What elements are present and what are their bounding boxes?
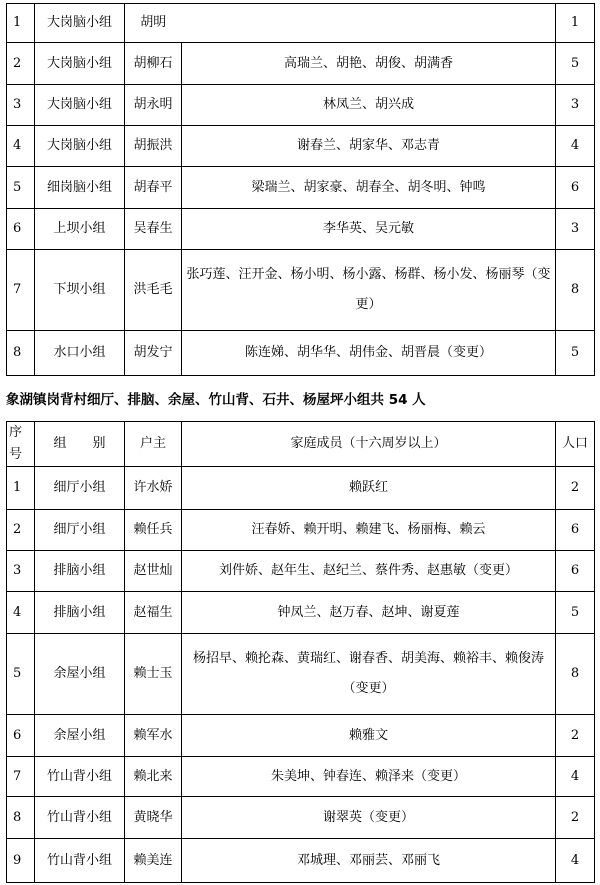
row-number: 3 (7, 85, 35, 126)
group-name: 大岗脑小组 (35, 126, 125, 167)
table-row (7, 551, 595, 592)
member-count: 6 (556, 510, 595, 551)
family-members: 汪春娇、赖开明、赖建飞、杨丽梅、赖云 (182, 510, 556, 551)
row-number: 6 (7, 209, 35, 250)
household-head: 胡振洪 (125, 126, 182, 167)
family-members: 谢翠英（变更） (182, 797, 556, 839)
header-count: 人口 (556, 422, 595, 467)
group-name: 下坝小组 (35, 250, 125, 331)
household-table-gangbei-2 (6, 421, 595, 883)
row-number: 5 (7, 167, 35, 209)
group-name: 上坝小组 (35, 209, 125, 250)
family-members: 邓城理、邓丽芸、邓丽飞 (182, 839, 556, 883)
table-row (7, 510, 595, 551)
member-count: 6 (556, 551, 595, 592)
group-name: 细厅小组 (35, 467, 125, 510)
table-row (7, 715, 595, 757)
family-members: 李华英、吴元敏 (182, 209, 556, 250)
row-number: 2 (7, 510, 35, 551)
row-number: 7 (7, 250, 35, 331)
section-title: 象湖镇岗背村细厅、排脑、余屋、竹山背、石井、杨屋坪小组共 54 人 (6, 392, 426, 408)
household-table-gangbei-1 (6, 3, 595, 376)
group-name: 余屋小组 (35, 715, 125, 757)
row-number: 8 (7, 797, 35, 839)
member-count: 4 (556, 757, 595, 797)
member-count: 2 (556, 797, 595, 839)
household-head: 赵福生 (125, 592, 182, 634)
row-number: 4 (7, 126, 35, 167)
family-members (182, 4, 556, 43)
group-name: 大岗脑小组 (35, 43, 125, 85)
row-number: 7 (7, 757, 35, 797)
household-head: 胡发宁 (125, 331, 182, 376)
household-head: 胡永明 (125, 85, 182, 126)
member-count: 2 (556, 715, 595, 757)
member-count: 4 (556, 839, 595, 883)
household-head: 赖军水 (125, 715, 182, 757)
table-header-row (7, 422, 595, 467)
group-name: 竹山背小组 (35, 757, 125, 797)
member-count: 4 (556, 126, 595, 167)
group-name: 大岗脑小组 (35, 85, 125, 126)
row-number: 5 (7, 634, 35, 715)
household-head: 赖任兵 (125, 510, 182, 551)
member-count: 5 (556, 331, 595, 376)
household-head: 胡柳石 (125, 43, 182, 85)
table-row (7, 43, 595, 85)
member-count: 5 (556, 592, 595, 634)
row-number: 2 (7, 43, 35, 85)
table-row (7, 209, 595, 250)
group-name: 细岗脑小组 (35, 167, 125, 209)
family-members: 钟凤兰、赵万春、赵坤、谢夏莲 (182, 592, 556, 634)
household-head: 赖北来 (125, 757, 182, 797)
household-head: 赖美连 (125, 839, 182, 883)
group-name: 细厅小组 (35, 510, 125, 551)
household-head: 胡明 (125, 4, 182, 43)
family-members: 高瑞兰、胡艳、胡俊、胡满香 (182, 43, 556, 85)
table-row (7, 592, 595, 634)
table-row (7, 467, 595, 510)
household-head: 胡春平 (125, 167, 182, 209)
group-name: 排脑小组 (35, 592, 125, 634)
member-count: 5 (556, 43, 595, 85)
member-count: 2 (556, 467, 595, 510)
table-row (7, 839, 595, 883)
member-count: 1 (556, 4, 595, 43)
table-row (7, 126, 595, 167)
group-name: 大岗脑小组 (35, 4, 125, 43)
table-row (7, 250, 595, 331)
row-number: 1 (7, 467, 35, 510)
family-members: 张巧莲、汪开金、杨小明、杨小露、杨群、杨小发、杨丽琴（变更） (182, 250, 556, 331)
member-count: 6 (556, 167, 595, 209)
row-number: 4 (7, 592, 35, 634)
table-row (7, 757, 595, 797)
row-number: 3 (7, 551, 35, 592)
member-count: 8 (556, 634, 595, 715)
family-members: 谢春兰、胡家华、邓志青 (182, 126, 556, 167)
group-name: 余屋小组 (35, 634, 125, 715)
member-count: 3 (556, 85, 595, 126)
family-members: 陈连娣、胡华华、胡伟金、胡晋晨（变更） (182, 331, 556, 376)
family-members: 赖雅文 (182, 715, 556, 757)
household-head: 洪毛毛 (125, 250, 182, 331)
table-row (7, 797, 595, 839)
row-number: 1 (7, 4, 35, 43)
member-count: 8 (556, 250, 595, 331)
family-members: 赖跃红 (182, 467, 556, 510)
household-head: 赖士玉 (125, 634, 182, 715)
group-name: 竹山背小组 (35, 797, 125, 839)
household-head: 许水娇 (125, 467, 182, 510)
table-row (7, 331, 595, 376)
row-number: 6 (7, 715, 35, 757)
group-name: 竹山背小组 (35, 839, 125, 883)
header-family-members: 家庭成员（十六周岁以上） (182, 422, 556, 467)
family-members: 杨招早、赖抡森、黄瑞红、谢春香、胡美海、赖裕丰、赖俊涛（变更） (182, 634, 556, 715)
table-row (7, 167, 595, 209)
group-name: 水口小组 (35, 331, 125, 376)
household-head: 黄晓华 (125, 797, 182, 839)
table-row (7, 4, 595, 43)
group-name: 排脑小组 (35, 551, 125, 592)
household-head: 吴春生 (125, 209, 182, 250)
header-group: 组 别 (35, 422, 125, 467)
row-number: 9 (7, 839, 35, 883)
member-count: 3 (556, 209, 595, 250)
family-members: 朱美坤、钟春连、赖泽来（变更） (182, 757, 556, 797)
household-head: 赵世灿 (125, 551, 182, 592)
family-members: 梁瑞兰、胡家豪、胡春全、胡冬明、钟鸣 (182, 167, 556, 209)
table-row (7, 634, 595, 715)
header-number: 序号 (7, 422, 35, 467)
header-household-head: 户主 (125, 422, 182, 467)
table-row (7, 85, 595, 126)
family-members: 刘件娇、赵年生、赵纪兰、蔡件秀、赵惠敏（变更） (182, 551, 556, 592)
row-number: 8 (7, 331, 35, 376)
family-members: 林凤兰、胡兴成 (182, 85, 556, 126)
